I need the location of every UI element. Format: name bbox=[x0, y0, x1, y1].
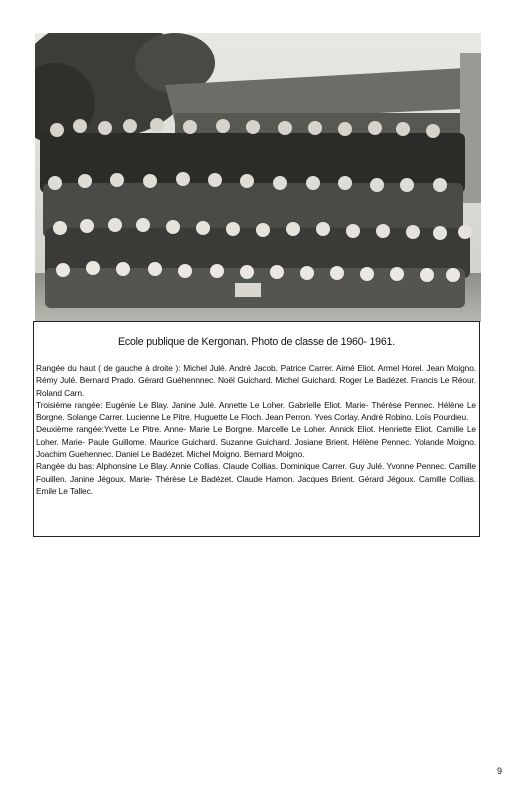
class-photo bbox=[35, 33, 481, 322]
caption-body bbox=[36, 362, 476, 497]
caption-row-top: Rangée du haut ( de gauche à droite ): Michel Julé. André Jacob. Patrice Carrer. Aimé Eliot. Armel Horel. Jean Moigno. Rémy Julé. Bernard Prado. Gérard Guéhennnec. Noël Guichard. Michel Guichard. Roger Le Badézet. Francis Le Réour. Roland Carn. bbox=[36, 363, 476, 398]
class-photo-image bbox=[35, 33, 481, 322]
caption-row-bottom: Rangée du bas: Alphonsine Le Blay. Annie Collias. Claude Collias. Dominique Carrer. Guy Julé. Yvonne Pennec. Camille Fouillen. Janine Jégoux. Marie- Thérèse Le Badézet. Claude Hamon. Jacques Brient. Gérard Jégoux. Camille Collias. Emile Le Tallec. bbox=[36, 461, 476, 496]
caption-row-second: Deuxième rangée:Yvette Le Pitre. Anne- Marie Le Borgne. Marcelle Le Loher. Annick Eliot. Henriette Eliot. Camille Le Loher. Marie- Paule Guillome. Maurice Guichard. Suzanne Guichard. Josiane Brient. Hélène Pennec. Yolande Moigno. Joachim Guehennec. Daniel Le Badézet. Michel Moigno. Bernard Moigno. bbox=[36, 424, 476, 460]
page-number: 9 bbox=[497, 766, 503, 776]
caption-row-third: Troisième rangée: Eugénie Le Blay. Janine Julé. Annette Le Loher. Gabrielle Eliot. Marie- Thérèse Pennec. Hélène Le Borgne. Solange Carrer. Lucienne Le Pitre. Huguette Le Floch. Jean Perron. Yves Corlay. André Robino. Loïs Pourdieu. bbox=[36, 399, 476, 423]
photo-caption-box bbox=[33, 321, 480, 537]
caption-title: Ecole publique de Kergonan. Photo de classe de 1960- 1961. bbox=[117, 336, 395, 348]
